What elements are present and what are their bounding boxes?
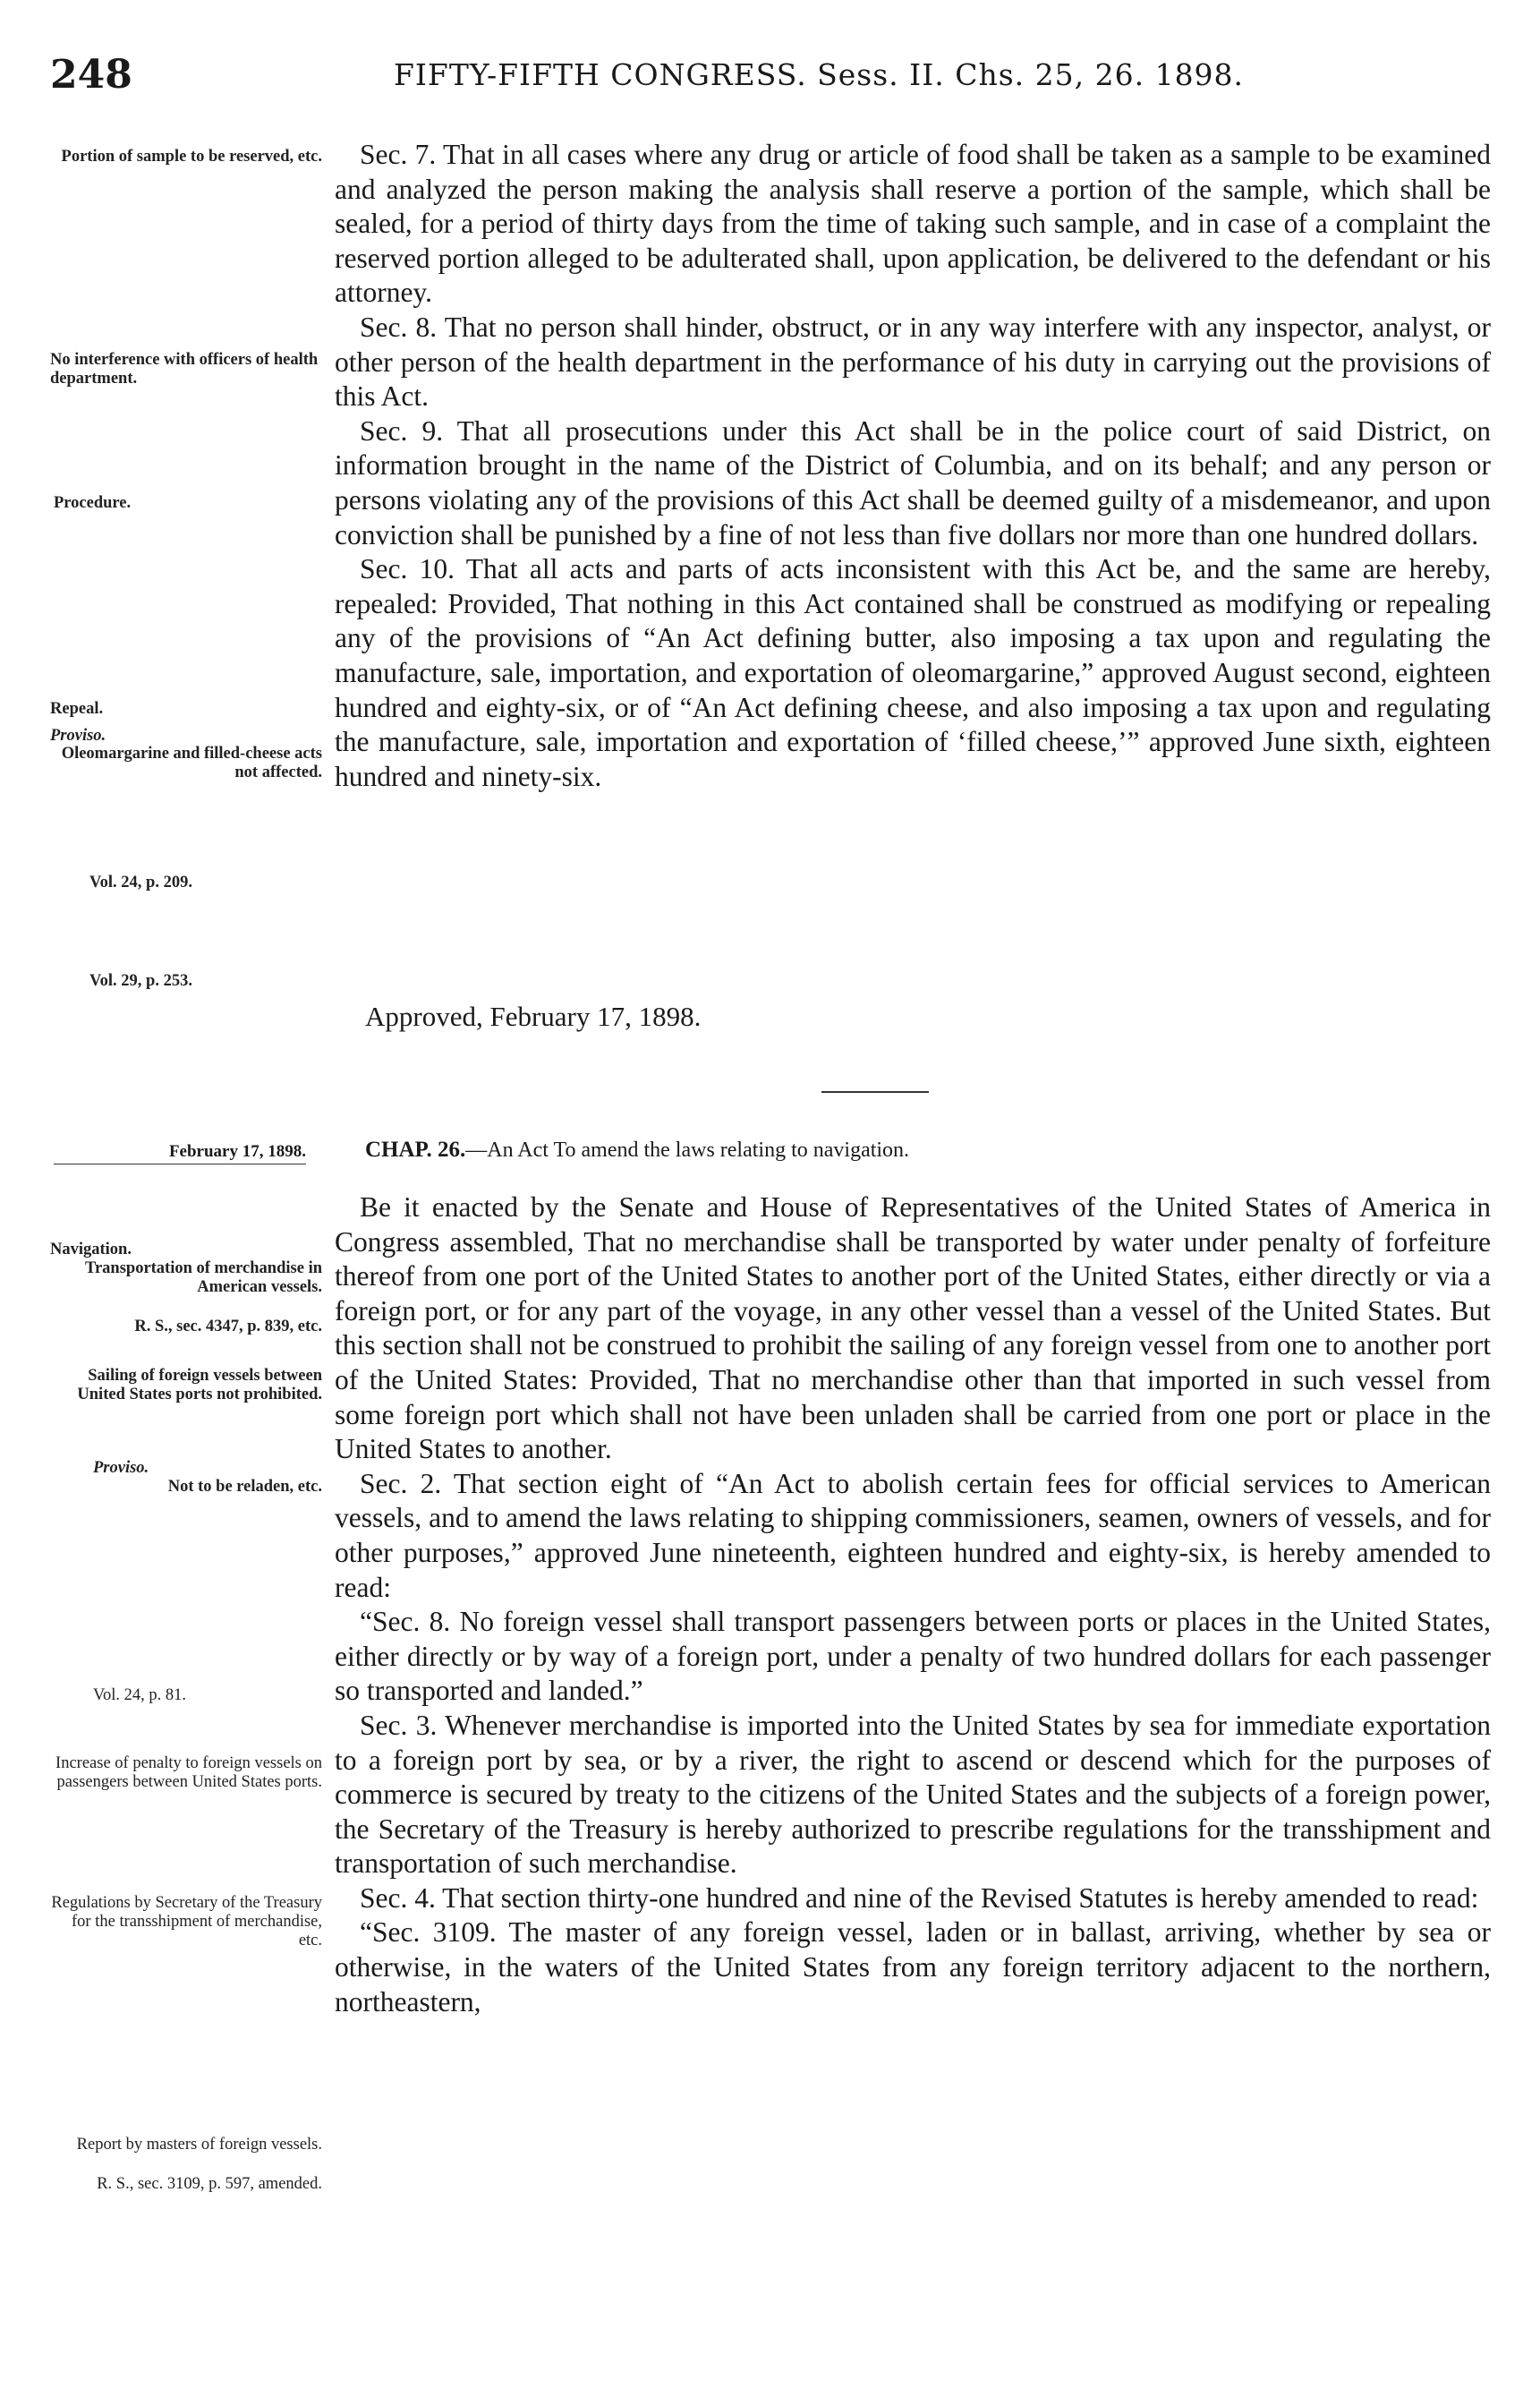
margin-note-penalty: Increase of penalty to foreign vessels on passengers between United States ports.: [55, 1754, 322, 1791]
margin-note-sec9: Procedure.: [54, 494, 132, 512]
section-2: Sec. 2. That section eight of “An Act to abolish certain fees for official services to American vessels, and to amend the laws relating to shipping commissioners, seamen, owners of vessels, and for other purposes,” approved June nineteenth, eighteen hundred and eighty-six, is hereby amended to read:: [335, 1467, 1491, 1603]
chapter-25-body: [335, 138, 1491, 794]
margin-note-vol24-209: Vol. 24, p. 209.: [89, 874, 192, 891]
margin-note-sec8: No interference with officers of health department.: [50, 351, 319, 388]
margin-note-oleo: Oleomargarine and filled-cheese acts not affected.: [61, 745, 322, 781]
section-7: Sec. 7. That in all cases where any drug or article of food shall be taken as a sample to be examined and analyzed the person making the analysis shall reserve a portion of the sample, which shall be sealed, for a period of thirty days from the time of taking such sample, and in case of a complaint the reserved portion alleged to be adulterated shall, upon application, be delivered to the defendant or his attorney.: [335, 139, 1491, 309]
section-4: Sec. 4. That section thirty-one hundred and nine of the Revised Statutes is hereby amended to read:: [360, 1881, 1479, 1914]
section-divider: [821, 1091, 929, 1093]
section-4-quote: “Sec. 3109. The master of any foreign vessel, laden or in ballast, arriving, whether by sea or otherwise, in the waters of the United States from any foreign territory adjacent to the northern, northeastern,: [335, 1916, 1491, 2017]
enacting-clause: Be it enacted by the Senate and House of Representatives of the United States of America in Congress assembled, That no merchandise shall be transported by water under penalty of forfeiture thereof from one port of the United States to another port of the United States, either directly or via a foreign port, or for any part of the voyage, in any other vessel than a vessel of the United States. But this section shall not be construed to prohibit the sailing of any foreign vessel from one to another port of the United States: Provided, That no merchandise other than that imported in such vessel from some foreign port which shall not have been unladen shall be carried from one port or place in the United States to another.: [335, 1191, 1491, 1465]
chapter-date-note: February 17, 1898.: [54, 1142, 306, 1164]
approval-line: Approved, February 17, 1898.: [365, 1001, 702, 1032]
margin-note-proviso: Proviso.: [50, 727, 106, 745]
header-title: FIFTY-FIFTH CONGRESS. Sess. II. Chs. 25, 26. 1898.: [394, 57, 1245, 92]
section-8: Sec. 8. That no person shall hinder, obstruct, or in any way interfere with any inspector, analyst, or other person of the health department in the performance of his duty in carrying out the provisions of this Act.: [335, 311, 1491, 413]
margin-note-report: Report by masters of foreign vessels.: [76, 2136, 322, 2154]
margin-note-vol29-253: Vol. 29, p. 253.: [89, 972, 192, 990]
running-header: [50, 52, 1482, 106]
margin-note-not-reladen: Not to be reladen, etc.: [167, 1478, 322, 1496]
margin-note-transportation: Transportation of merchandise in American vessels.: [84, 1259, 322, 1296]
section-2-quote: “Sec. 8. No foreign vessel shall transport passengers between ports or places in the United States, either directly or by way of a foreign port, under a penalty of two hundred dollars for each passenger so transported and landed.”: [335, 1606, 1491, 1707]
page-number: 248: [50, 52, 132, 98]
margin-note-rs3109: R. S., sec. 3109, p. 597, amended.: [97, 2175, 322, 2193]
margin-note-navigation: Navigation.: [50, 1241, 132, 1258]
margin-note-rs4347: R. S., sec. 4347, p. 839, etc.: [134, 1318, 322, 1335]
section-9: Sec. 9. That all prosecutions under this Act shall be in the police court of said District, on information brought in the name of the District of Columbia, and on its behalf; and any person or persons violating any of the provisions of this Act shall be deemed guilty of a misdemeanor, and upon conviction shall be punished by a fine of not less than five dollars nor more than one hundred dollars.: [335, 414, 1491, 550]
section-3: Sec. 3. Whenever merchandise is imported into the United States by sea for immediate exportation to a foreign port by sea, or by a river, the right to ascend or descend which for the purposes of commerce is secured by treaty to the citizens of the United States and the subjects of a foreign power, the Secretary of the Treasury is hereby authorized to prescribe regulations for the transshipment and transportation of such merchandise.: [335, 1709, 1491, 1880]
chapter-label: CHAP. 26.: [365, 1138, 466, 1162]
margin-note-proviso-2: Proviso.: [93, 1459, 149, 1477]
margin-note-sec7: Portion of sample to be reserved, etc.: [61, 148, 322, 166]
margin-note-sailing: Sailing of foreign vessels between United States ports not prohibited.: [77, 1367, 322, 1403]
chapter-title: —An Act To amend the laws relating to navigation.: [465, 1139, 910, 1162]
margin-note-vol24-81: Vol. 24, p. 81.: [93, 1686, 186, 1704]
margin-note-regulations: Regulations by Secretary of the Treasury for the transshipment of merchandise, etc.: [51, 1894, 322, 1949]
chapter-26-heading: [365, 1138, 909, 1163]
margin-note-repeal: Repeal.: [50, 700, 104, 718]
chapter-26-body: [335, 1190, 1491, 2019]
section-10: Sec. 10. That all acts and parts of acts inconsistent with this Act be, and the same are hereby, repealed: Provided, That nothing in this Act contained shall be construed as modifying or repealing any of the provisions of “An Act defining butter, also imposing a tax upon and regulating the manufacture, sale, importation, and exportation of oleomargarine,” approved August second, eighteen hundred and eighty-six, or of “An Act defining cheese, and also imposing a tax upon and regulating the manufacture, sale, importation and exportation of ‘filled cheese,’” approved June sixth, eighteen hundred and ninety-six.: [335, 553, 1491, 792]
